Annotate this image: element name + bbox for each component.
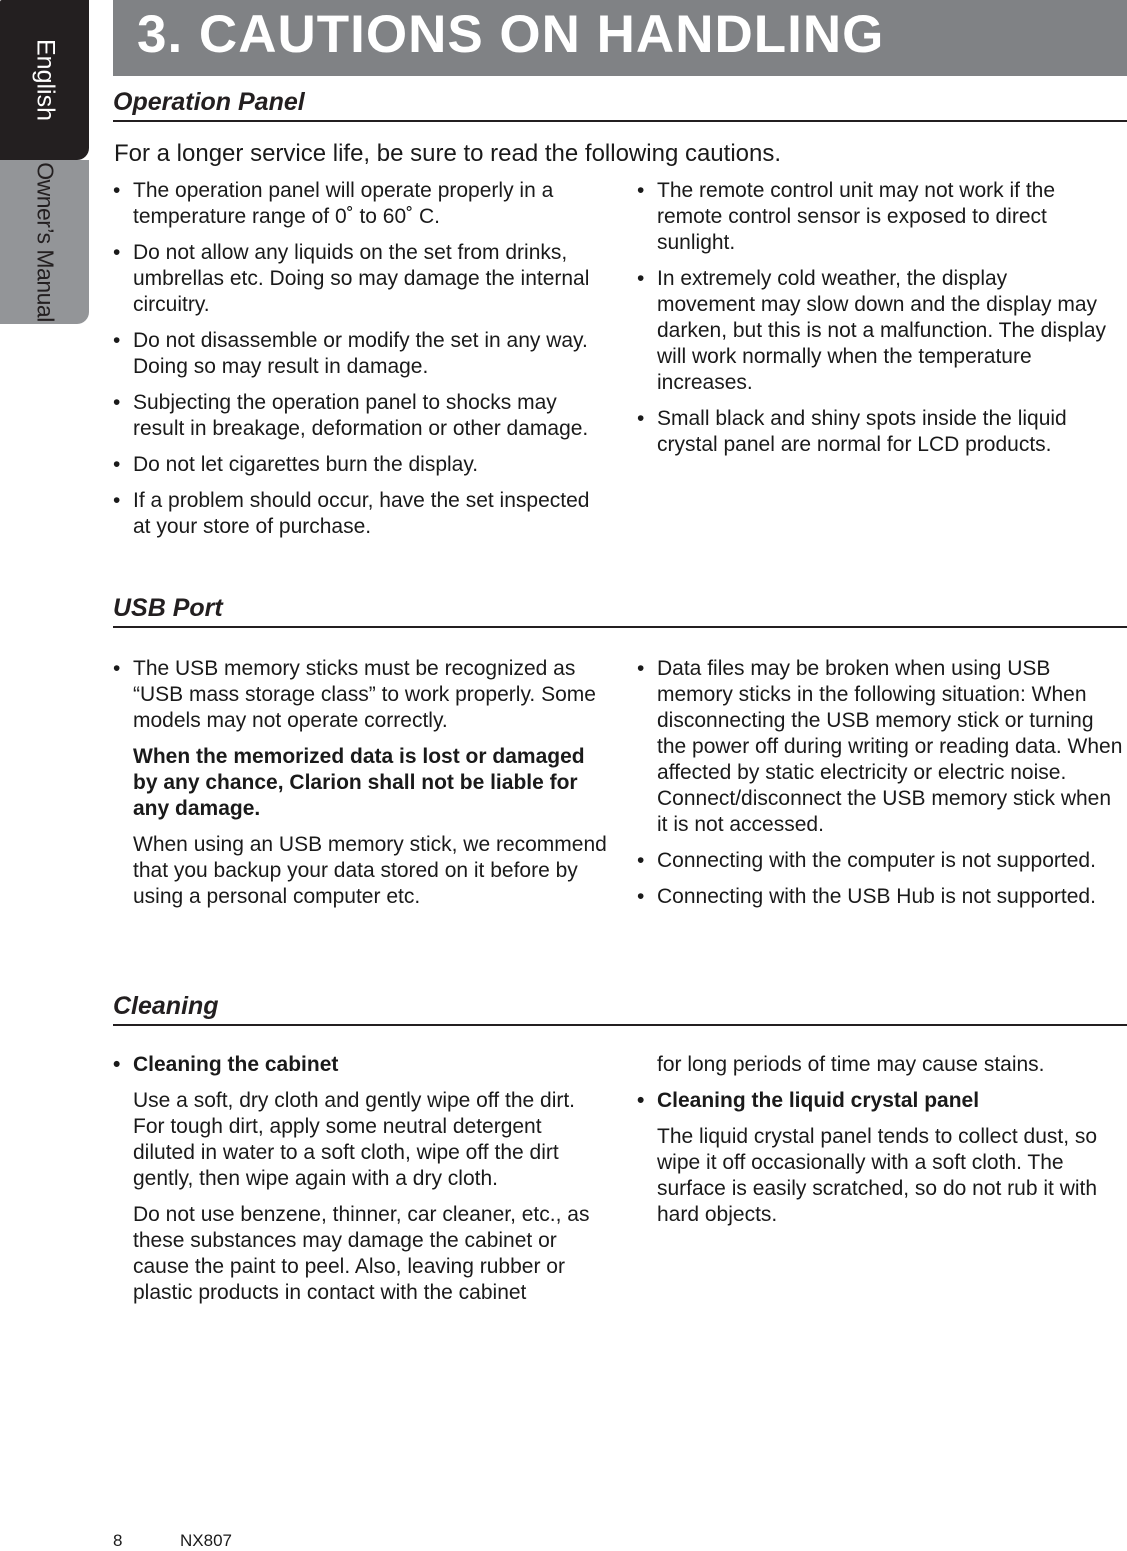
list-item: • Connecting with the USB Hub is not supported.: [637, 884, 1125, 910]
cleaning-heading: Cleaning: [113, 992, 219, 1020]
list-item: • Do not allow any liquids on the set from drinks, umbrellas etc. Doing so may damage the internal circuitry.: [113, 240, 603, 318]
cleaning-lcd-title: • Cleaning the liquid crystal panel: [637, 1088, 1125, 1114]
list-item: • The remote control unit may not work if the remote control sensor is exposed to direct sunlight.: [637, 178, 1107, 256]
list-item: • Do not disassemble or modify the set in any way. Doing so may result in damage.: [113, 328, 603, 380]
list-item: • If a problem should occur, have the set inspected at your store of purchase.: [113, 488, 603, 540]
language-label: English: [31, 39, 60, 121]
list-item: • Small black and shiny spots inside the liquid crystal panel are normal for LCD products.: [637, 406, 1107, 458]
usb-port-right-column: [637, 656, 1125, 920]
operation-panel-heading: Operation Panel: [113, 88, 305, 116]
cleaning-cabinet-warning: Do not use benzene, thinner, car cleaner, etc., as these substances may damage the cabinet or cause the paint to peel. Also, leaving rubber or plastic products in contact with the cabinet: [133, 1203, 590, 1304]
list-item: • The USB memory sticks must be recognized as “USB mass storage class” to work properly. Some models may not operate correctly.: [113, 656, 608, 734]
list-item: • The operation panel will operate properly in a temperature range of 0˚ to 60˚ C.: [113, 178, 603, 230]
manual-label: Owner’s Manual: [32, 162, 59, 322]
cleaning-left-column: [113, 1052, 608, 1316]
cleaning-lcd-text: The liquid crystal panel tends to collect dust, so wipe it off occasionally with a soft cloth. The surface is easily scratched, so do not rub it with hard objects.: [657, 1125, 1098, 1226]
operation-panel-intro: For a longer service life, be sure to read the following cautions.: [114, 140, 782, 167]
cleaning-header: [113, 992, 1127, 1026]
usb-port-left-column: [113, 656, 608, 920]
operation-panel-header: [113, 88, 1127, 122]
list-item: • In extremely cold weather, the display movement may slow down and the display may darken, but this is not a malfunction. The display will work normally when the temperature increases.: [637, 266, 1107, 396]
usb-backup-note: When using an USB memory stick, we recommend that you backup your data stored on it before by using a personal computer etc.: [133, 833, 607, 908]
page-number: 8: [113, 1531, 123, 1550]
cleaning-cabinet-warning-continued: for long periods of time may cause stains.: [657, 1053, 1045, 1076]
list-item: • Subjecting the operation panel to shocks may result in breakage, deformation or other damage.: [113, 390, 603, 442]
list-item: • Data files may be broken when using USB memory sticks in the following situation: When disconnecting the USB memory stick or turning the power off during writing or reading data. When affected by static electricity or electric noise. Connect/disconnect the USB memory stick when it is not accessed.: [637, 656, 1125, 838]
usb-port-header: [113, 594, 1127, 628]
page-title: 3. CAUTIONS ON HANDLING: [137, 5, 885, 64]
model-name: NX807: [180, 1531, 232, 1550]
list-item: • Connecting with the computer is not supported.: [637, 848, 1125, 874]
list-item: • Do not let cigarettes burn the display.: [113, 452, 603, 478]
usb-port-heading: USB Port: [113, 594, 223, 622]
operation-panel-left-column: [113, 178, 603, 550]
side-tab-language: [0, 0, 89, 160]
operation-panel-right-column: [637, 178, 1107, 468]
cleaning-right-column: [637, 1052, 1125, 1238]
side-tab-manual: [0, 160, 89, 324]
cleaning-cabinet-text: Use a soft, dry cloth and gently wipe off the dirt. For tough dirt, apply some neutral detergent diluted in water to a soft cloth, wipe off the dirt gently, then wipe again with a dry cloth.: [133, 1089, 576, 1190]
usb-disclaimer: When the memorized data is lost or damaged by any chance, Clarion shall not be liable for any damage.: [133, 745, 585, 820]
title-bar: [113, 0, 1127, 76]
cleaning-cabinet-title: • Cleaning the cabinet: [113, 1052, 608, 1078]
